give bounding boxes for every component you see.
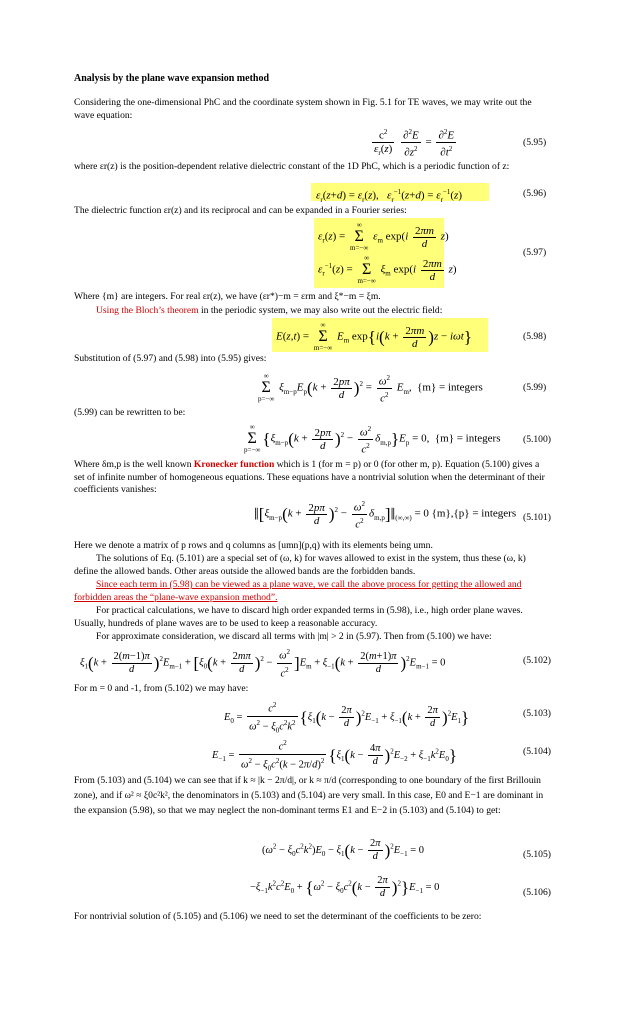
section-heading: Analysis by the plane wave expansion method	[74, 73, 270, 84]
eq-number: (5.97)	[523, 247, 547, 258]
equation-5-101: $‖[\xi_{m-p}(k$ + $\frac{2p\pi}{d}$ )$^2$ − $\frac{\omega^2}{c^2}$ $\delta_{m,p}]‖_{(\infty,\infty)} = 0$ {m},{p} = integers	[254, 500, 517, 531]
paragraph-part: Where δm,p is the well known	[74, 459, 194, 470]
paragraph-part: which is 1 (for m = p) or 0 (for other m, p). Equation (5.100) gives a set of infinite number of homogeneous equations. These equations have a nontrivial solution when the determinant of their coefficients vanishes:	[74, 459, 545, 495]
eq-number: (5.102)	[523, 655, 551, 666]
eq-number: (5.101)	[523, 512, 551, 523]
paragraph: Where {m} are integers. For real εr(z), we have (εr*)−m = εrm and ξ*−m = ξm.	[74, 291, 381, 302]
equation-5-99: ∞ Σ p=−∞ $\xi_{m-p}E_p(k$ + $\frac{2p\pi}{d}$ )$^2$ = $\frac{\omega^2}{c^2}$ $E_m$, {m} = integers	[258, 372, 483, 405]
underlined-red-text: Since each term in (5.98) can be viewed as a plane wave, we call the above process for getting the allowed and forbidden areas the “plane-wave expansion method”.	[74, 579, 522, 603]
eq-number: (5.100)	[523, 434, 551, 445]
paragraph: For approximate consideration, we discard all terms with |m| > 2 in (5.97). Then from (5.100) we have:	[96, 631, 492, 642]
paragraph: From (5.103) and (5.104) we can see that if k ≈ |k − 2π/d|, or k ≈ π/d (corresponding to one boundary of the first Brillouin zone), and if ω² ≈ ξ0c²k², the denominators in (5.103) and (5.104) are very small. In this case, E0 and E−1 are dominant in the expansion (5.98), so that we may neglect the non-dominant terms E1 and E−2 in (5.103) and (5.104) to get:	[74, 775, 544, 816]
paragraph: For m = 0 and -1, from (5.102) we may have:	[74, 683, 249, 694]
equation-5-98: E(z,t) = ∞ Σ m=−∞ $E_m$ exp{i(k + $\frac{2\pi m}{d}$ )z − iωt}	[276, 321, 473, 352]
equation-5-106: $-\xi_{-1}k^2c^2E_0 + \{\omega^2 - \xi_0c^2(k$ − $\frac{2\pi}{d}$ )$^2\}E_{-1} = 0$	[250, 875, 440, 899]
equation-5-96: $\varepsilon_r(z+d) = \varepsilon_r(z)$, $\varepsilon_r^{-1}(z+d) = \varepsilon_r^{-1}(z)$	[316, 188, 462, 204]
paragraph	[74, 459, 546, 497]
paragraph: (5.99) can be rewritten to be:	[74, 407, 186, 418]
paragraph: Considering the one-dimensional PhC and the coordinate system shown in Fig. 5.1 for TE waves, we may write out the wave equation:	[74, 97, 532, 121]
highlight-red-text: Kronecker function	[193, 459, 275, 470]
paragraph: where εr(z) is the position-dependent relative dielectric constant of the 1D PhC, which is a periodic function of z:	[74, 161, 510, 172]
paragraph-rest: in the periodic system, we may also write out the electric field:	[198, 305, 443, 316]
equation-5-95: $\frac{c^2}{\varepsilon_r(z)}$ $\frac{\partial^2E}{\partial z^2}$ = $\frac{\partial^2E}{\partial t^2}$	[374, 128, 455, 159]
eq-number: (5.106)	[523, 887, 551, 898]
eq-number: (5.103)	[523, 708, 551, 719]
eq-number: (5.104)	[523, 746, 551, 757]
paragraph: For practical calculations, we have to discard high order expanded terms in (5.98), i.e., high order plane waves. Usually, hundreds of plane waves are to be used to keep a reasonable accuracy.	[74, 605, 523, 629]
equation-5-97a: $\varepsilon_r(z)$ = ∞ Σ m=−∞ $\varepsilon_m$ exp(i $\frac{2\pi m}{d}$ z)	[318, 221, 449, 252]
paragraph: Substitution of (5.97) and (5.98) into (5.95) gives:	[74, 353, 267, 364]
highlight-red-text: Using the Bloch’s theorem	[96, 305, 199, 316]
equation-5-97b: $\varepsilon_r^{-1}(z)$ = ∞ Σ m=−∞ $\xi_m$ exp(i $\frac{2\pi m}{d}$ z)	[318, 254, 457, 285]
paragraph	[96, 305, 546, 318]
equation-5-103: $E_0$ = $\frac{c^2}{\omega^2 - \xi_0c^2k^2}$ {$\xi_1(k$ − $\frac{2\pi}{d}$ )$^2E_{-1} + \xi_{-1}(k$ + $\frac{2\pi}{d}$ )$^2E_1$}	[224, 701, 470, 735]
eq-number: (5.96)	[523, 188, 547, 199]
eq-condition: {m} = integers	[434, 432, 501, 445]
paragraph: For nontrivial solution of (5.105) and (5.106) we need to set the determinant of the coefficients to be zero:	[74, 911, 482, 922]
paragraph: The dielectric function εr(z) and its reciprocal and can be expanded in a Fourier series:	[74, 205, 407, 216]
eq-number: (5.105)	[523, 849, 551, 860]
equation-5-100: ∞ Σ $p=-\infty\{\xi_{m-p}(k$ + $\frac{2p\pi}{d}$ )$^2$ − $\frac{\omega^2}{c^2}$ $\delta_{m,p}\}E_p = 0$, {m} = integers	[244, 423, 501, 456]
equation-5-104: $E_{-1}$ = $\frac{c^2}{\omega^2 - \xi_0c^2(k - 2\pi/d)^2}$ {$\xi_1(k$ − $\frac{4\pi}{d}$ )$^2E_{-2} + \xi_{-1}k^2E_0$}	[212, 739, 457, 773]
paragraph: The solutions of Eq. (5.101) are a special set of (ω, k) for waves allowed to exist in the system, thus these (ω, k) define the allowed bands. Other areas outside the allowed bands are the forbidden bands.	[74, 553, 526, 577]
equation-5-105: $(\omega^2 - \xi_0c^2k^2)E_0 - \xi_1(k$ − $\frac{2\pi}{d}$ )$^2E_{-1} = 0$	[262, 838, 425, 862]
eq-condition: = 0 {m},{p} = integers	[414, 507, 517, 520]
equation-5-102: $\xi_1(k$ + $\frac{2(m-1)\pi}{d}$ )$^2E_{m-1} + [\xi_0(k$ + $\frac{2m\pi}{d}$ )$^2$ − $\frac{\omega^2}{c^2}$ ]$E_m + \xi_{-1}(k$ + $\frac{2(m+1)\pi}{d}$ )$^2E_{m-1} = 0$	[80, 648, 446, 679]
eq-number: (5.98)	[523, 331, 547, 342]
eq-number: (5.99)	[523, 382, 547, 393]
paragraph: Here we denote a matrix of p rows and q columns as [umn](p,q) with its elements being umn.	[74, 540, 433, 551]
eq-condition: {m} = integers	[417, 381, 483, 394]
eq-number: (5.95)	[523, 137, 547, 148]
